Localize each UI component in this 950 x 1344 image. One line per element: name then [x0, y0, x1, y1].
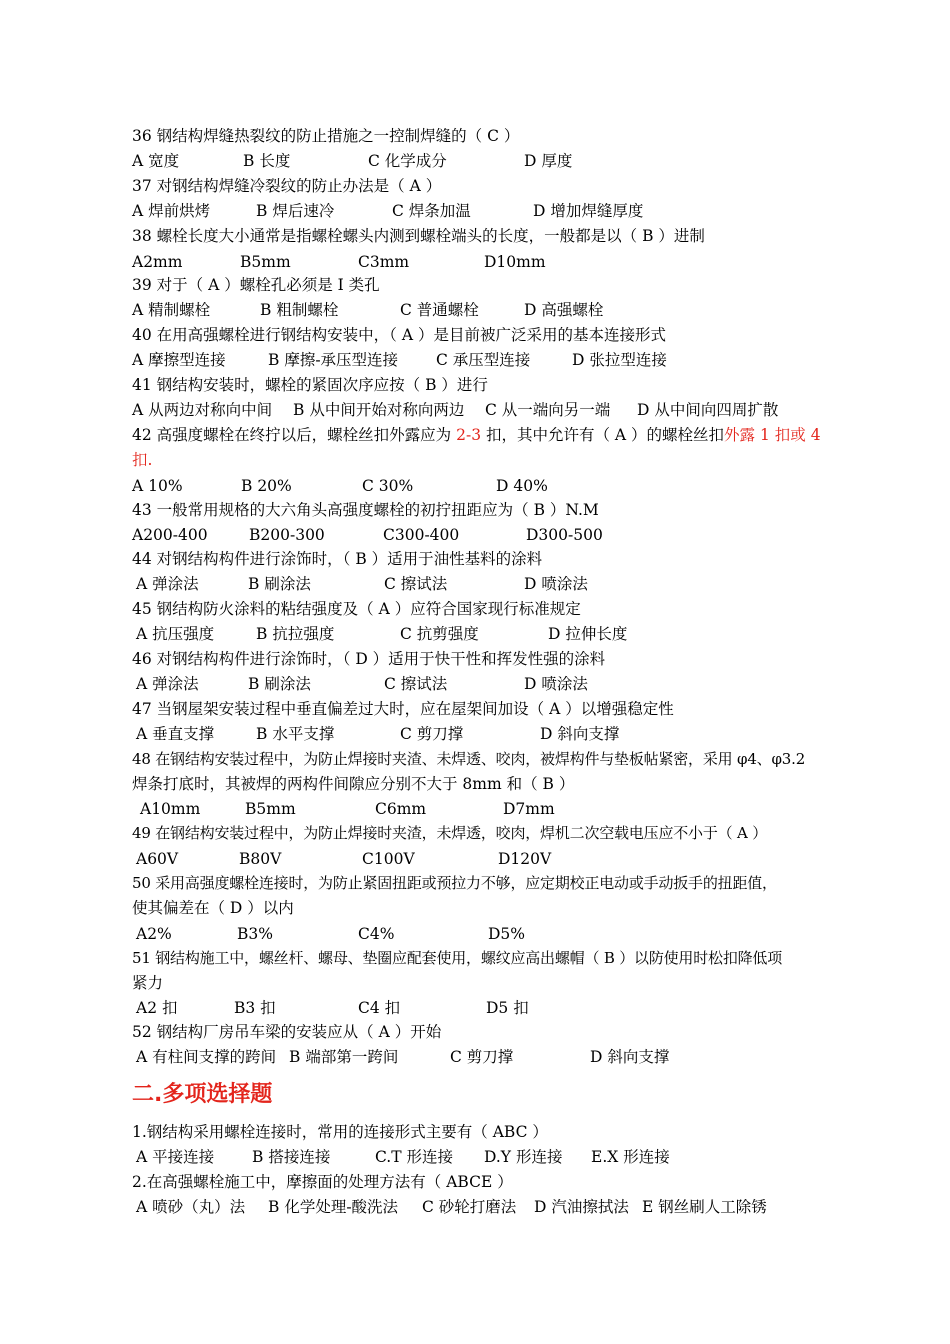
question-36: 36 钢结构焊缝热裂纹的防止措施之一控制焊缝的（ C ）: [132, 127, 520, 145]
m1-option-e: E.X 形连接: [591, 1148, 670, 1166]
q52-option-d: D 斜向支撑: [590, 1048, 670, 1066]
question-41: 41 钢结构安装时，螺栓的紧固次序应按（ B ）进行: [132, 376, 488, 394]
question-48-line-1: 48 在钢结构安装过程中，为防止焊接时夹渣、未焊透、咬肉，被焊构件与垫板帖紧密，采用 φ4、φ3.2: [132, 750, 806, 768]
question-48-line-2: 焊条打底时，其被焊的两构件间隙应分别不大于 8mm 和（ B ）: [132, 775, 575, 793]
q52-option-c: C 剪刀撑: [450, 1048, 514, 1066]
q45-option-c: C 抗剪强度: [400, 625, 479, 643]
question-52: 52 钢结构厂房吊车梁的安装应从（ A ）开始: [132, 1023, 442, 1041]
question-51-line-2: 紧力: [132, 974, 164, 992]
question-44: 44 对钢结构构件进行涂饰时，（ B ）适用于油性基料的涂料: [132, 550, 543, 568]
q42-highlight-3: 扣.: [132, 451, 153, 469]
q41-option-b: B 从中间开始对称向两边: [293, 401, 465, 419]
q46-option-d: D 喷涂法: [524, 675, 588, 693]
q38-option-b: B5mm: [240, 253, 291, 271]
q40-option-c: C 承压型连接: [436, 351, 531, 369]
q51-option-c: C4 扣: [358, 999, 401, 1017]
q43-option-b: B200-300: [249, 526, 325, 544]
q38-option-d: D10mm: [484, 253, 546, 271]
m2-option-a: A 喷砂（丸）法: [136, 1198, 246, 1216]
m1-option-d: D.Y 形连接: [484, 1148, 563, 1166]
q51-option-a: A2 扣: [136, 999, 178, 1017]
question-38: 38 螺栓长度大小通常是指螺栓螺头内测到螺栓端头的长度，一般都是以（ B ）进制: [132, 227, 705, 245]
question-39: 39 对于（ A ）螺栓孔必须是 I 类孔: [132, 276, 380, 294]
q47-option-a: A 垂直支撑: [136, 725, 215, 743]
q42-text-1: 42 高强度螺栓在终拧以后，螺栓丝扣外露应为: [132, 426, 457, 444]
q50-option-c: C4%: [358, 925, 395, 943]
q37-option-c: C 焊条加温: [392, 202, 471, 220]
q39-option-d: D 高强螺栓: [524, 301, 604, 319]
m2-option-d: D 汽油擦拭法: [534, 1198, 629, 1216]
q41-option-c: C 从一端向另一端: [485, 401, 611, 419]
q39-option-a: A 精制螺栓: [132, 301, 211, 319]
q44-option-d: D 喷涂法: [524, 575, 588, 593]
m2-option-c: C 砂轮打磨法: [422, 1198, 517, 1216]
q37-option-d: D 增加焊缝厚度: [533, 202, 644, 220]
q48-option-c: C6mm: [375, 800, 427, 818]
q52-option-b: B 端部第一跨间: [289, 1048, 399, 1066]
q40-option-d: D 张拉型连接: [572, 351, 667, 369]
q46-option-a: A 弹涂法: [136, 675, 199, 693]
q48-option-d: D7mm: [503, 800, 555, 818]
q41-option-d: D 从中间向四周扩散: [637, 401, 779, 419]
q48-option-a: A10mm: [140, 800, 201, 818]
q42-highlight-2: 外露 1 扣或 4: [724, 426, 821, 444]
q49-option-d: D120V: [498, 850, 552, 868]
q41-option-a: A 从两边对称向中间: [132, 401, 273, 419]
q40-option-a: A 摩擦型连接: [132, 351, 226, 369]
multi-question-1: 1.钢结构采用螺栓连接时，常用的连接形式主要有（ ABC ）: [132, 1123, 548, 1141]
q43-option-c: C300-400: [383, 526, 460, 544]
q46-option-c: C 擦试法: [384, 675, 448, 693]
q44-option-b: B 刷涂法: [248, 575, 311, 593]
q50-option-a: A2%: [136, 925, 172, 943]
q51-option-d: D5 扣: [486, 999, 529, 1017]
question-50-line-2: 使其偏差在（ D ）以内: [132, 899, 294, 917]
q43-option-d: D300-500: [526, 526, 603, 544]
q47-option-b: B 水平支撑: [256, 725, 335, 743]
q43-option-a: A200-400: [132, 526, 208, 544]
q52-option-a: A 有柱间支撑的跨间: [136, 1048, 277, 1066]
q47-option-d: D 斜向支撑: [540, 725, 620, 743]
question-45: 45 钢结构防火涂料的粘结强度及（ A ）应符合国家现行标准规定: [132, 600, 581, 618]
q39-option-b: B 粗制螺栓: [260, 301, 339, 319]
m1-option-c: C.T 形连接: [375, 1148, 453, 1166]
q36-option-b: B 长度: [243, 152, 291, 170]
q50-option-b: B3%: [237, 925, 273, 943]
m2-option-e: E 钢丝刷人工除锈: [642, 1198, 767, 1216]
question-50-line-1: 50 采用高强度螺栓连接时，为防止紧固扭距或预拉力不够，应定期校正电动或手动扳手的扭距值，: [132, 874, 777, 892]
q36-option-a: A 宽度: [132, 152, 180, 170]
q42-option-a: A 10%: [132, 477, 183, 495]
q45-option-d: D 拉伸长度: [548, 625, 628, 643]
question-46: 46 对钢结构构件进行涂饰时，（ D ）适用于快干性和挥发性强的涂料: [132, 650, 606, 668]
q42-highlight-1: 2-3: [456, 426, 482, 444]
q45-option-b: B 抗拉强度: [256, 625, 335, 643]
q49-option-c: C100V: [362, 850, 415, 868]
q38-option-c: C3mm: [358, 253, 410, 271]
question-37: 37 对钢结构焊缝冷裂纹的防止办法是（ A ）: [132, 177, 442, 195]
q38-option-a: A2mm: [132, 253, 183, 271]
q44-option-a: A 弹涂法: [136, 575, 199, 593]
question-51-line-1: 51 钢结构施工中，螺丝杆、螺母、垫圈应配套使用，螺纹应高出螺帽（ B ）以防使用时松扣降低项: [132, 949, 783, 967]
q45-option-a: A 抗压强度: [136, 625, 215, 643]
q42-option-d: D 40%: [496, 477, 548, 495]
q37-option-a: A 焊前烘烤: [132, 202, 211, 220]
question-40: 40 在用高强螺栓进行钢结构安装中，（ A ）是目前被广泛采用的基本连接形式: [132, 326, 666, 344]
m1-option-b: B 搭接连接: [252, 1148, 331, 1166]
q47-option-c: C 剪刀撑: [400, 725, 464, 743]
q44-option-c: C 擦试法: [384, 575, 448, 593]
q51-option-b: B3 扣: [234, 999, 276, 1017]
q49-option-b: B80V: [239, 850, 282, 868]
question-47: 47 当钢屋架安装过程中垂直偏差过大时，应在屋架间加设（ A ）以增强稳定性: [132, 700, 674, 718]
section-heading-multiple-choice: 二.多项选择题: [132, 1082, 273, 1107]
question-42: [132, 425, 821, 445]
multi-question-2: 2.在高强螺栓施工中，摩擦面的处理方法有（ ABCE ）: [132, 1173, 513, 1191]
q42-option-c: C 30%: [362, 477, 414, 495]
q37-option-b: B 焊后速冷: [256, 202, 335, 220]
q49-option-a: A60V: [136, 850, 179, 868]
q48-option-b: B5mm: [245, 800, 296, 818]
q39-option-c: C 普通螺栓: [400, 301, 479, 319]
q42-option-b: B 20%: [241, 477, 292, 495]
q42-text-2: 扣，其中允许有（ A ）的螺栓丝扣: [481, 426, 725, 444]
q46-option-b: B 刷涂法: [248, 675, 311, 693]
q36-option-d: D 厚度: [524, 152, 573, 170]
q36-option-c: C 化学成分: [368, 152, 447, 170]
m1-option-a: A 平接连接: [136, 1148, 215, 1166]
q40-option-b: B 摩擦-承压型连接: [268, 351, 399, 369]
question-49: 49 在钢结构安装过程中，为防止焊接时夹渣，未焊透，咬肉，焊机二次空载电压应不小于（ A ）: [132, 824, 768, 842]
m2-option-b: B 化学处理-酸洗法: [268, 1198, 399, 1216]
question-43: 43 一般常用规格的大六角头高强度螺栓的初拧扭距应为（ B ）N.M: [132, 501, 599, 519]
q50-option-d: D5%: [488, 925, 526, 943]
